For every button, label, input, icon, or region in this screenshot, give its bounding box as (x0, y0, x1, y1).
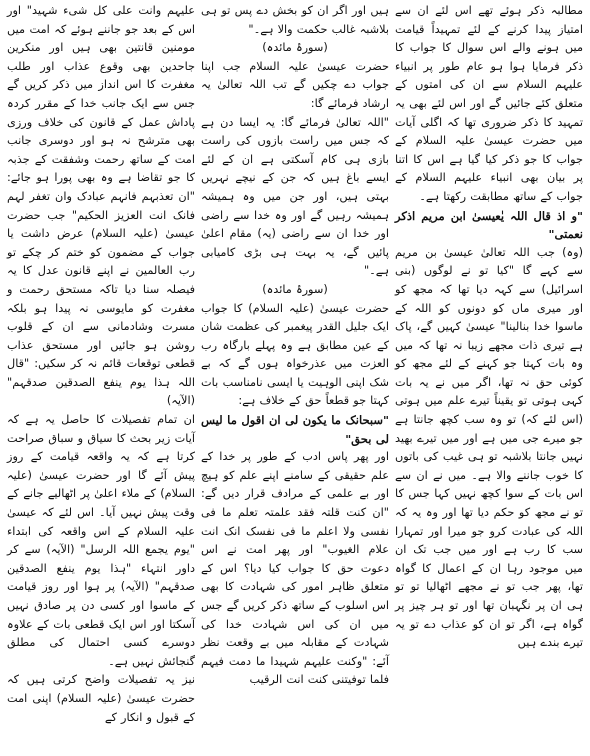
paragraph: "اللہ تعالیٰ فرمائے گا: یہ ایسا دن ہے کہ جس میں راست بازوں کی راست بازی ہی کام آسکتی ہے ان کے لئے ایسے باغ ہیں کہ جن کے نیچے نہریں بہتی ہیں، اور جن میں وہ ہمیشہ ہمیشہ رہیں گے اور وہ خدا سے راضی اور خدا ان سے راضی (یہ) مقام اعلیٰ پائیں گے، یہ بہت ہی بڑی کامیابی ہے۔" (201, 115, 389, 278)
paragraph: نیز یہ تفصیلات واضح کرتی ہیں کہ حضرت عیسیٰ (علیہ السلام) اپنی امت کے قبول و انکار کے (7, 673, 195, 724)
quranic-quote: "سبحانک ما یکون لی ان اقول ما لیس لی بحق" (201, 413, 389, 446)
source-reference: (سورۂ مائدہ) (262, 41, 328, 55)
paragraph: ہیں اور اگر ان کو بخش دے پس تو ہی بلاشبہ غالب حکمت والا ہے۔" (201, 4, 389, 36)
column-middle (198, 2, 392, 754)
column-right (392, 2, 586, 754)
paragraph: اور پھر پاس ادب کے طور پر خدا کے علم حقیقی کے سامنے اپنے علم کو ہیچ اور بے علمی کے مرادف قرار دیں گے: "ان کنت قلتہ فقد علمتہ تعلم ما فی نفسی ولا اعلم ما فی نفسک انک انت علام الغیوب" اور پھر امت نے اس دعوت حق کا جواب کیا دیا؟ اس کے متعلق ظاہر امور کی شہادت کا بھی اس اسلوب کے ساتھ ذکر کریں گے جس میں ان کی اس شہادت خدا کی شہادت کے مقابلہ میں بے وقعت نظر آئے: "وکنت علیہم شہیدا ما دمت فیہم فلما توفیتنی کنت انت الرقیب (201, 450, 389, 687)
paragraph: مطالبہ ذکر ہوئے تھے اس لئے ان سے امتیاز پیدا کرنے کے لئے تمہیداً قیامت میں ہونے والے اس سوال کا جواب کا ذکر فرمایا ہوا ہو عام طور پر انبیاء علیہم السلام سے ان کی امتوں کے متعلق کئے جائیں گے اور اس لئے بھی یہ تمہید کا ذکر ضروری تھا کہ اگلی آیات میں حضرت عیسیٰ علیہ السلام کے جواب کا جو ذکر کیا گیا ہے اس کا اتنا پر بیان بھی انبیاء علیہم السلام کے جواب کے ساتھ مطابقت رکھتا ہے۔ (395, 4, 583, 203)
paragraph: علیہم وانت علی کل شیء شہید" اور اس کے بعد جو جاننے ہوئے کہ امت میں مومنین قانتین بھی ہیں اور منکرین جاحدین بھی وقوع عذاب اور طلب مغفرت کا اس انداز میں ذکر کریں گے جس سے ایک جانب خدا کے مقرر کردہ پاداش عمل کے قانون کی خلاف ورزی بھی مترشح نہ ہو اور دوسری جانب امت کے ساتھ رحمت وشفقت کے جذبہ کا جو تقاضا ہے وہ بھی پورا ہو جائے: "ان تعذبہم فانہم عبادک وان تغفر لہم فانک انت العزیز الحکیم" جب حضرت عیسیٰ (علیہ السلام) عرض داشت یا جواب کے مضمون کو ختم کر چکے تو رب العالمین نے اپنے قانون عدل کا یہ فیصلہ سنا دیا تاکہ مستحق رحمت و مغفرت کو مایوسی نہ پیدا ہو بلکہ مسرت وشادمانی سے ان کے قلوب روشن ہو جائیں اور مستحق عذاب قطعی توقعات قائم نہ کر سکیں: "قال اللہ ہذا یوم ینفع الصدقین صدقہم" (الآیہ) (7, 4, 195, 408)
quranic-quote: "و اذ قال اللہ یٰعیسیٰ ابن مریم اذکر نعمتی" (395, 208, 583, 242)
paragraph: حضرت عیسیٰ علیہ السلام جب اپنا جواب دے چکیں گے تب اللہ تعالیٰ یہ ارشاد فرمائے گا: (201, 59, 389, 110)
paragraph: ان تمام تفصیلات کا حاصل یہ ہے کہ آیات زیر بحث کا سیاق و سباق صراحت کرتا ہے کہ یہ واقعہ قیامت کے روز پیش آئے گا اور حضرت عیسیٰ (علیہ السلام) کے ملاء اعلیٰ پر اٹھالیے جانے کے وقت پیش نہیں آیا۔ اس لئے کہ عیسیٰ علیہ السلام کے اس واقعہ کی ابتداء "یوم یجمع اللہ الرسل" (الآیہ) سے کر داور انتہاء "ہذا یوم ینفع الصدقین صدقہم" (الآیہ) پر ہوا اور روز قیامت کے ماسوا اور کسی دن پر صادق نہیں آسکتا اور اس ایک قطعی بات کے علاوہ دوسرے کسی احتمال کی مطلق گنجائش نہیں ہے۔ (7, 413, 195, 668)
paragraph: (وہ) جب اللہ تعالیٰ عیسیٰ بن مریم سے کہے گا "کیا تو نے لوگوں (بنی اسرائیل) سے کہہ دیا تھا کہ مجھ کو اور میری ماں کو دونوں کو اللہ کے ماسوا خدا بنالینا" عیسیٰ کہیں گے، پاک ہے تیری ذات مجھے زیبا نہ تھا کہ میں وہ بات کہتا جو کہنے کے لئے مجھ کو کوئی حق نہ تھا، اگر میں نے یہ بات کہی ہوتی تو یقیناً تیرے علم میں ہوتی (اس لئے کہ) تو وہ سب کچھ جانتا ہے جو میرے جی میں ہے اور میں تیرے بھید نہیں جانتا بلاشبہ تو ہی غیب کی باتوں کا خوب جاننے والا ہے۔ میں نے ان سے اس بات کے سوا کچھ نہیں کہا جس کا تو نے مجھ کو حکم دیا تھا اور وہ یہ کہ اللہ کی عبادت کرو جو میرا اور تمہارا سب کا رب ہے اور میں جب تک ان میں موجود رہا ان کے اعمال کا گواہ تھا، پھر جب تو نے مجھے اٹھالیا تو تو ہی ان پر نگہبان تھا اور تو ہر چیز پر گواہ ہے، اگر تو ان کو عذاب دے تو یہ تیرے بندے ہیں (395, 245, 583, 650)
paragraph: حضرت عیسیٰ (علیہ السلام) کا جواب ایک جلیل القدر پیغمبر کی عظمت شان کے عین مطابق ہے وہ پہلے بارگاہ رب العزت میں عذرخواہ ہوں گے کہ بے شک اپنی الوہیت یا ایسی نامناسب بات کہتا جو قطعاً حق کے خلاف ہے: (201, 301, 389, 408)
column-left (4, 2, 198, 754)
source-reference: (سورۂ مائدہ) (262, 282, 328, 296)
